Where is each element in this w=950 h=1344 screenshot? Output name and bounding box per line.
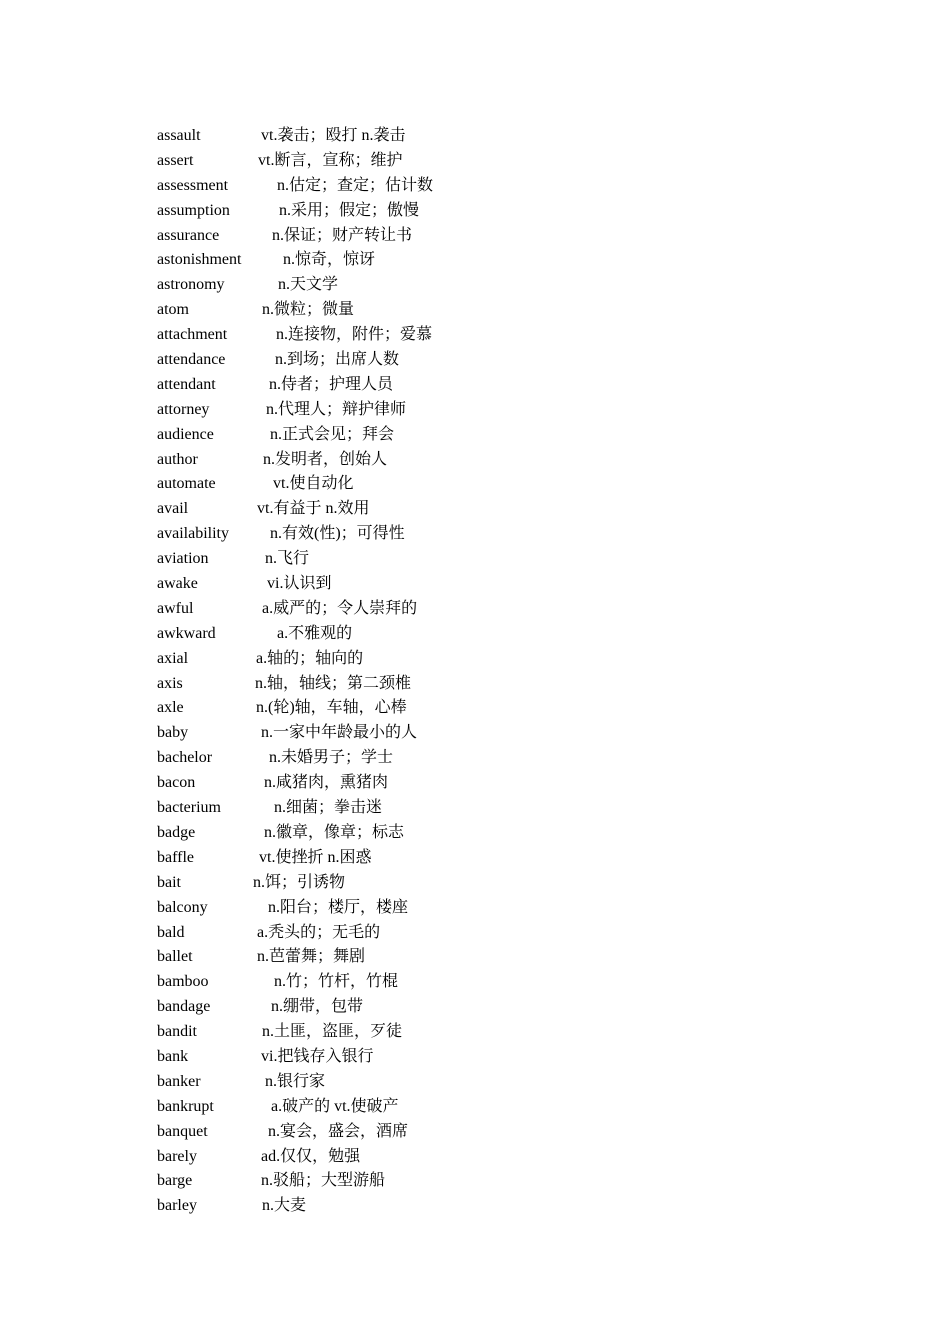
- entry-definition: n.土匪，盗匪，歹徒: [262, 1023, 403, 1041]
- entry-definition: n.饵；引诱物: [253, 873, 346, 891]
- entry-word: attachment: [157, 326, 228, 344]
- entry-definition: n.未婚男子；学士: [269, 749, 394, 767]
- entry-definition: a.威严的；令人崇拜的: [262, 599, 418, 617]
- entry-word: attorney: [157, 400, 210, 418]
- entry-definition: n.咸猪肉，熏猪肉: [264, 774, 389, 792]
- entry-word: awkward: [157, 624, 216, 642]
- entry-word: assumption: [157, 201, 230, 219]
- entry-word: awful: [157, 599, 194, 617]
- entry-word: bait: [157, 873, 181, 891]
- entry-word: attendance: [157, 351, 226, 369]
- entry-word: astronomy: [157, 276, 225, 294]
- entry-definition: n.银行家: [265, 1072, 326, 1090]
- entry-word: assessment: [157, 176, 229, 194]
- entry-word: automate: [157, 475, 216, 493]
- entry-definition: n.(轮)轴，车轴，心棒: [256, 699, 407, 717]
- entry-definition: n.有效(性)；可得性: [270, 525, 405, 543]
- entry-definition: n.发明者，创始人: [263, 450, 388, 468]
- entry-definition: n.一家中年龄最小的人: [261, 724, 418, 742]
- entry-definition: n.轴，轴线；第二颈椎: [255, 674, 412, 692]
- entry-word: assault: [157, 127, 201, 144]
- entry-word: availability: [157, 525, 229, 543]
- entry-word: attendant: [157, 375, 216, 393]
- entry-word: awake: [157, 575, 198, 593]
- entry-word: bank: [157, 1047, 189, 1065]
- entry-definition: n.竹；竹杆，竹棍: [274, 973, 399, 991]
- entry-word: bacterium: [157, 799, 221, 817]
- entry-word: axis: [157, 674, 183, 692]
- entry-word: baby: [157, 724, 189, 742]
- entry-definition: n.连接物，附件；爱慕: [276, 326, 433, 344]
- entry-word: axial: [157, 649, 189, 667]
- entry-word: bachelor: [157, 749, 213, 767]
- entry-definition: vt.袭击；殴打 n.袭击: [261, 127, 406, 144]
- entry-definition: n.细菌；拳击迷: [274, 799, 383, 817]
- entry-word: atom: [157, 301, 189, 319]
- entry-word: assert: [157, 151, 194, 169]
- entry-definition: vi.认识到: [267, 575, 332, 593]
- entry-word: ballet: [157, 948, 193, 966]
- entry-definition: n.到场；出席人数: [275, 351, 400, 369]
- entry-word: banker: [157, 1072, 201, 1090]
- entry-word: balcony: [157, 898, 208, 916]
- entry-word: author: [157, 450, 198, 468]
- entry-word: bandit: [157, 1023, 197, 1041]
- entry-word: avail: [157, 500, 189, 518]
- entry-definition: n.保证；财产转让书: [272, 226, 413, 244]
- entry-word: bamboo: [157, 973, 209, 991]
- entry-definition: n.惊奇，惊讶: [283, 251, 376, 269]
- entry-definition: n.宴会，盛会，酒席: [268, 1122, 409, 1140]
- entry-definition: a.破产的 vt.使破产: [271, 1097, 399, 1115]
- entry-word: audience: [157, 425, 214, 443]
- entry-definition: vt.使挫折 n.困惑: [259, 848, 372, 866]
- entry-definition: n.阳台；楼厅，楼座: [268, 898, 409, 916]
- entry-word: banquet: [157, 1122, 208, 1140]
- entry-word: badge: [157, 823, 196, 841]
- entry-definition: n.代理人；辩护律师: [266, 400, 407, 418]
- entry-definition: n.正式会见；拜会: [270, 425, 395, 443]
- entry-definition: n.大麦: [262, 1197, 307, 1215]
- entry-definition: n.芭蕾舞；舞剧: [257, 948, 366, 966]
- entry-word: bald: [157, 923, 185, 941]
- entry-word: assurance: [157, 226, 220, 244]
- entry-definition: vt.使自动化: [273, 475, 354, 493]
- entry-definition: n.侍者；护理人员: [269, 375, 394, 393]
- entry-definition: vi.把钱存入银行: [261, 1047, 374, 1065]
- entry-word: bacon: [157, 774, 196, 792]
- entry-word: baffle: [157, 848, 195, 866]
- entry-definition: n.微粒；微量: [262, 301, 355, 319]
- entry-definition: a.轴的；轴向的: [256, 649, 364, 667]
- entry-definition: vt.有益于 n.效用: [257, 500, 370, 518]
- entry-word: barge: [157, 1172, 193, 1190]
- entry-word: barley: [157, 1197, 197, 1215]
- entry-definition: n.天文学: [278, 276, 339, 294]
- entry-definition: a.秃头的；无毛的: [257, 923, 381, 941]
- entry-definition: n.估定；查定；估计数: [277, 176, 434, 194]
- entry-definition: n.绷带，包带: [271, 998, 364, 1016]
- entry-definition: a.不雅观的: [277, 624, 353, 642]
- entry-word: bankrupt: [157, 1097, 214, 1115]
- entry-definition: vt.断言，宣称；维护: [258, 151, 403, 169]
- entry-word: astonishment: [157, 251, 242, 269]
- entry-word: aviation: [157, 550, 209, 568]
- entry-definition: ad.仅仅，勉强: [261, 1147, 361, 1165]
- entry-word: barely: [157, 1147, 197, 1165]
- entry-definition: n.飞行: [265, 550, 310, 568]
- entry-word: bandage: [157, 998, 211, 1016]
- entry-definition: n.采用；假定；傲慢: [279, 201, 420, 219]
- entry-definition: n.驳船；大型游船: [261, 1172, 386, 1190]
- entry-word: axle: [157, 699, 184, 717]
- entry-definition: n.徽章，像章；标志: [264, 823, 405, 841]
